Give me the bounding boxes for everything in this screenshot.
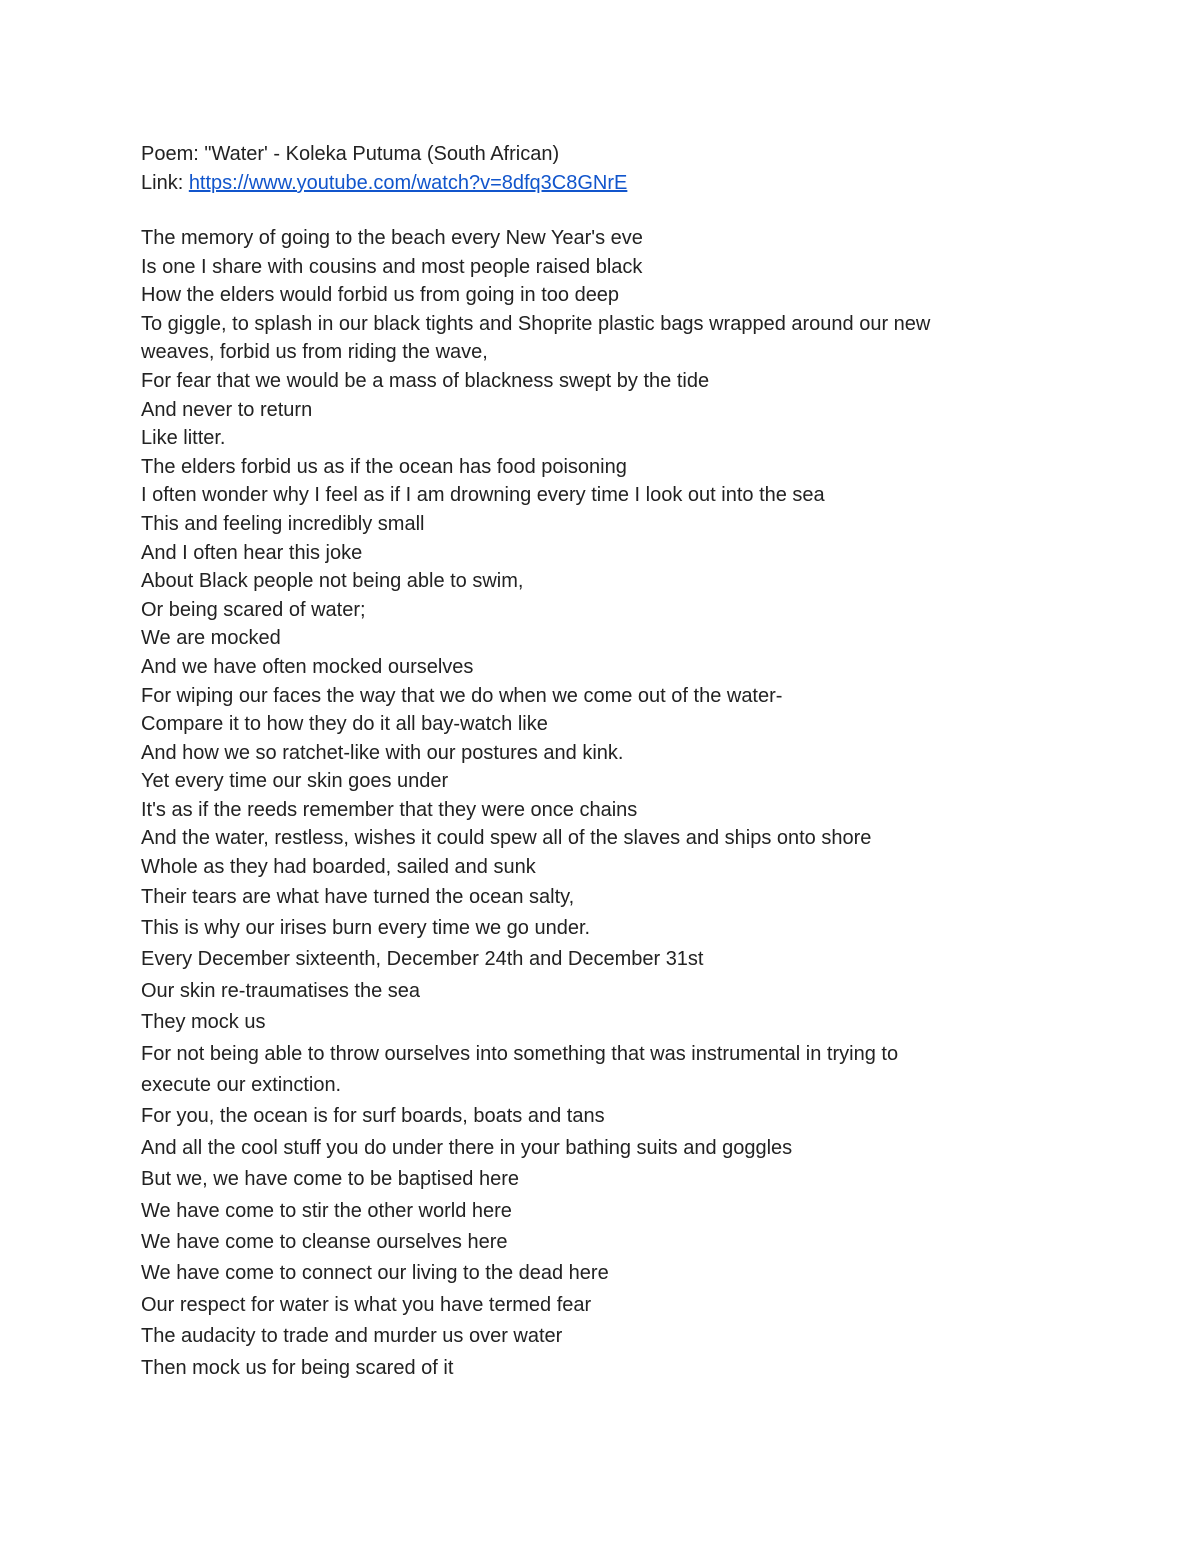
poem-body bbox=[141, 224, 1041, 1384]
poem-line: Compare it to how they do it all bay-watch like bbox=[141, 713, 548, 736]
poem-line: How the elders would forbid us from going in too deep bbox=[141, 284, 620, 307]
poem-line: It's as if the reeds remember that they were once chains bbox=[141, 798, 638, 821]
poem-line: Then mock us for being scared of it bbox=[141, 1356, 454, 1379]
poem-line: This and feeling incredibly small bbox=[141, 512, 425, 535]
poem-line: We have come to cleanse ourselves here bbox=[141, 1230, 508, 1253]
link-line bbox=[141, 169, 1041, 198]
poem-line: Whole as they had boarded, sailed and sunk bbox=[141, 856, 536, 879]
poem-line: They mock us bbox=[141, 1011, 266, 1034]
poem-line: Yet every time our skin goes under bbox=[141, 770, 449, 793]
poem-line: Is one I share with cousins and most people raised black bbox=[141, 255, 643, 278]
poem-line: We have come to stir the other world here bbox=[141, 1199, 512, 1222]
poem-line: We are mocked bbox=[141, 627, 281, 650]
spacer bbox=[141, 198, 1041, 224]
poem-line: Every December sixteenth, December 24th and December 31st bbox=[141, 948, 704, 971]
poem-line: And I often hear this joke bbox=[141, 541, 363, 564]
poem-line: Or being scared of water; bbox=[141, 598, 366, 621]
poem-line: The memory of going to the beach every New Year's eve bbox=[141, 227, 643, 249]
poem-line: weaves, forbid us from riding the wave, bbox=[141, 341, 488, 364]
poem-line: Our skin re-traumatises the sea bbox=[141, 979, 420, 1002]
poem-line: The elders forbid us as if the ocean has food poisoning bbox=[141, 455, 627, 478]
poem-line: Their tears are what have turned the ocean salty, bbox=[141, 885, 575, 908]
poem-line: And the water, restless, wishes it could spew all of the slaves and ships onto shore bbox=[141, 827, 872, 850]
poem-line: For you, the ocean is for surf boards, boats and tans bbox=[141, 1105, 605, 1128]
poem-line: And how we so ratchet-like with our postures and kink. bbox=[141, 741, 624, 764]
poem-line: About Black people not being able to swim, bbox=[141, 570, 524, 593]
poem-line: Our respect for water is what you have termed fear bbox=[141, 1293, 592, 1316]
document-body bbox=[141, 140, 1041, 1384]
poem-line: We have come to connect our living to the dead here bbox=[141, 1262, 609, 1285]
poem-line: For not being able to throw ourselves into something that was instrumental in trying to bbox=[141, 1042, 899, 1065]
poem-line: The audacity to trade and murder us over water bbox=[141, 1325, 563, 1348]
link-label: Link: bbox=[141, 172, 189, 194]
poem-line: Like litter. bbox=[141, 427, 226, 450]
poem-line: execute our extinction. bbox=[141, 1074, 342, 1096]
poem-line: To giggle, to splash in our black tights and Shoprite plastic bags wrapped around our new bbox=[141, 312, 931, 335]
poem-line: For fear that we would be a mass of blackness swept by the tide bbox=[141, 369, 710, 392]
youtube-link[interactable]: https://www.youtube.com/watch?v=8dfq3C8GNrE bbox=[188, 172, 628, 194]
poem-line: And all the cool stuff you do under there in your bathing suits and goggles bbox=[141, 1136, 793, 1159]
poem-title: Poem: "Water' - Koleka Putuma (South African) bbox=[141, 143, 560, 165]
poem-line: And we have often mocked ourselves bbox=[141, 655, 474, 678]
poem-line: For wiping our faces the way that we do when we come out of the water- bbox=[141, 684, 783, 707]
poem-line: And never to return bbox=[141, 398, 313, 421]
poem-line: I often wonder why I feel as if I am drowning every time I look out into the sea bbox=[141, 484, 825, 507]
poem-line: But we, we have come to be baptised here bbox=[141, 1168, 520, 1191]
poem-line: This is why our irises burn every time we go under. bbox=[141, 917, 591, 940]
